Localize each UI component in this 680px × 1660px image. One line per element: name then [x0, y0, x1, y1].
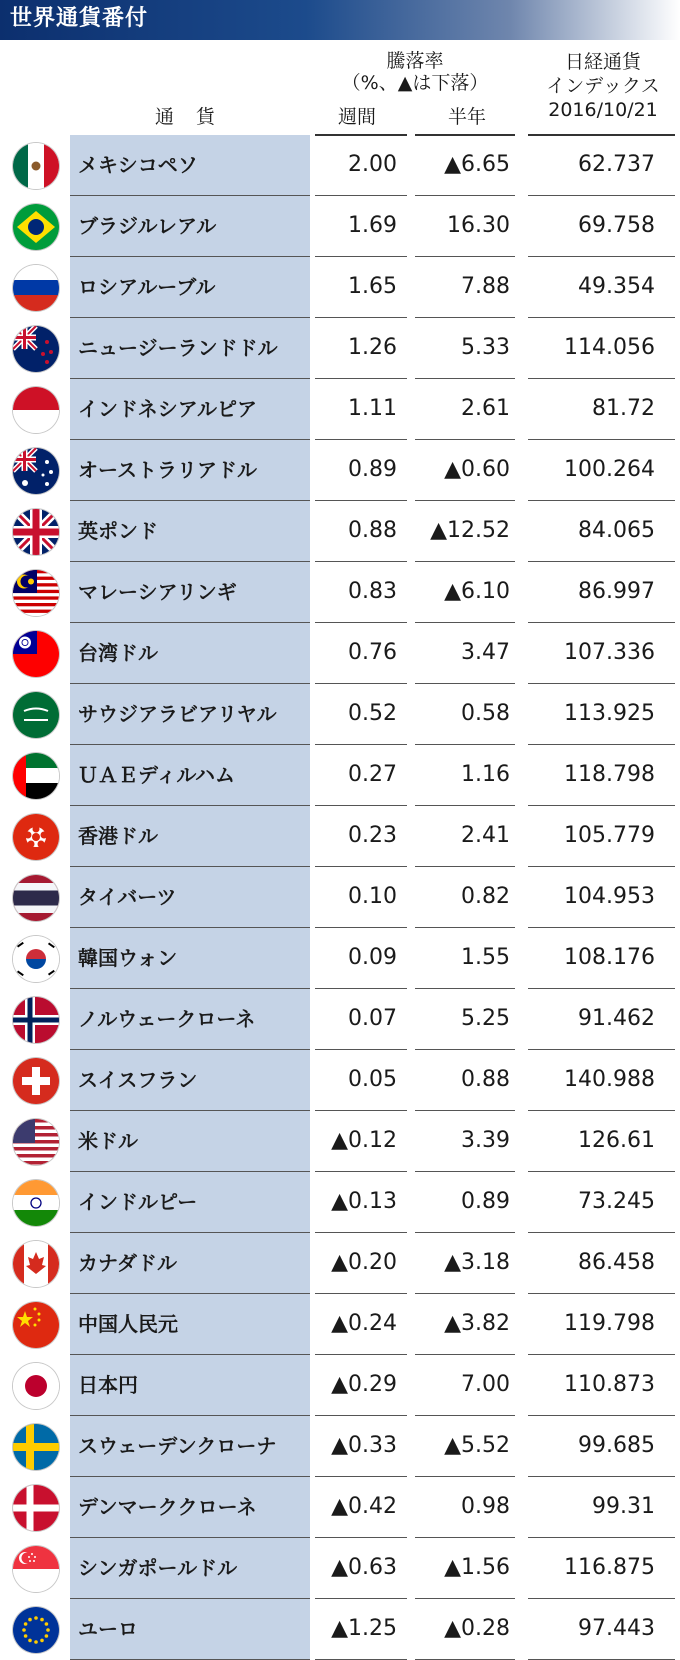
weekly-change: ▲0.20	[331, 1250, 397, 1275]
weekly-change: ▲0.33	[331, 1433, 397, 1458]
currency-name: 韓国ウォン	[70, 928, 310, 988]
weekly-change: 0.10	[348, 884, 397, 909]
half-year-change: ▲0.28	[444, 1616, 510, 1641]
half-year-change: ▲0.60	[444, 457, 510, 482]
half-year-change: ▲1.56	[444, 1555, 510, 1580]
currency-name: カナダドル	[70, 1233, 310, 1293]
half-year-change: 3.47	[461, 640, 510, 665]
currency-name: スイスフラン	[70, 1050, 310, 1110]
table-row	[0, 1355, 680, 1416]
currency-name: タイバーツ	[70, 867, 310, 927]
header-index-line2: インデックス	[546, 75, 660, 97]
brazil-flag-icon	[13, 204, 59, 250]
currency-index: 99.685	[578, 1433, 655, 1458]
sweden-flag-icon	[13, 1424, 59, 1470]
weekly-change: 0.89	[348, 457, 397, 482]
currency-name: シンガポールドル	[70, 1538, 310, 1598]
currency-index: 81.72	[592, 396, 655, 421]
mexico-flag-icon	[13, 143, 59, 189]
hong-kong-flag-icon	[13, 814, 59, 860]
currency-index: 116.875	[564, 1555, 655, 1580]
weekly-change: ▲0.29	[331, 1372, 397, 1397]
half-year-change: ▲6.10	[444, 579, 510, 604]
half-year-change: 0.82	[461, 884, 510, 909]
uk-flag-icon	[13, 509, 59, 555]
half-year-change: 5.25	[461, 1006, 510, 1031]
australia-flag-icon	[13, 448, 59, 494]
weekly-change: 1.69	[348, 213, 397, 238]
currency-name: メキシコペソ	[70, 135, 310, 195]
currency-name: ＵＡＥディルハム	[70, 745, 310, 805]
header-index	[528, 50, 678, 122]
russia-flag-icon	[13, 265, 59, 311]
currency-name: ニュージーランドドル	[70, 318, 310, 378]
half-year-change: 0.88	[461, 1067, 510, 1092]
table-row	[0, 257, 680, 318]
table-row	[0, 623, 680, 684]
half-year-change: 5.33	[461, 335, 510, 360]
weekly-change: 0.83	[348, 579, 397, 604]
currency-index: 105.779	[564, 823, 655, 848]
new-zealand-flag-icon	[13, 326, 59, 372]
currency-table	[0, 135, 680, 1660]
usa-flag-icon	[13, 1119, 59, 1165]
table-header	[0, 40, 680, 135]
header-half-year: 半年	[448, 106, 487, 128]
japan-flag-icon	[13, 1363, 59, 1409]
currency-name: オーストラリアドル	[70, 440, 310, 500]
half-year-change: 16.30	[447, 213, 510, 238]
table-row	[0, 867, 680, 928]
currency-name: デンマーククローネ	[70, 1477, 310, 1537]
half-year-change: ▲3.18	[444, 1250, 510, 1275]
uae-flag-icon	[13, 753, 59, 799]
weekly-change: ▲0.42	[331, 1494, 397, 1519]
header-index-line3: 2016/10/21	[548, 99, 658, 121]
weekly-change: 0.23	[348, 823, 397, 848]
weekly-change: 2.00	[348, 152, 397, 177]
currency-name: ブラジルレアル	[70, 196, 310, 256]
currency-name: インドネシアルピア	[70, 379, 310, 439]
header-weekly: 週間	[338, 106, 377, 128]
weekly-change: 1.26	[348, 335, 397, 360]
table-row	[0, 379, 680, 440]
currency-index: 118.798	[564, 762, 655, 787]
currency-index: 86.997	[578, 579, 655, 604]
half-year-change: 2.61	[461, 396, 510, 421]
table-row	[0, 989, 680, 1050]
half-year-change: 2.41	[461, 823, 510, 848]
currency-index: 62.737	[578, 152, 655, 177]
currency-index: 49.354	[578, 274, 655, 299]
header-rate-note: （%、▲は下落）	[341, 72, 489, 94]
half-year-change: 1.55	[461, 945, 510, 970]
weekly-change: ▲1.25	[331, 1616, 397, 1641]
currency-index: 119.798	[564, 1311, 655, 1336]
currency-name: 香港ドル	[70, 806, 310, 866]
table-row	[0, 1599, 680, 1660]
currency-index: 114.056	[564, 335, 655, 360]
table-row	[0, 806, 680, 867]
denmark-flag-icon	[13, 1485, 59, 1531]
header-rate-title: 騰落率	[386, 50, 444, 72]
weekly-change: 0.52	[348, 701, 397, 726]
half-year-change: 7.88	[461, 274, 510, 299]
weekly-change: 1.11	[348, 396, 397, 421]
taiwan-flag-icon	[13, 631, 59, 677]
eu-flag-icon	[13, 1607, 59, 1653]
currency-name: 日本円	[70, 1355, 310, 1415]
title-bar	[0, 0, 680, 40]
currency-index: 84.065	[578, 518, 655, 543]
table-row	[0, 318, 680, 379]
table-row	[0, 562, 680, 623]
weekly-change: 0.09	[348, 945, 397, 970]
table-row	[0, 196, 680, 257]
currency-index: 104.953	[564, 884, 655, 909]
table-row	[0, 1538, 680, 1599]
weekly-change: 0.05	[348, 1067, 397, 1092]
south-korea-flag-icon	[13, 936, 59, 982]
currency-index: 86.458	[578, 1250, 655, 1275]
currency-index: 97.443	[578, 1616, 655, 1641]
currency-index: 126.61	[578, 1128, 655, 1153]
table-row	[0, 745, 680, 806]
currency-name: 英ポンド	[70, 501, 310, 561]
table-row	[0, 1416, 680, 1477]
singapore-flag-icon	[13, 1546, 59, 1592]
weekly-change: ▲0.24	[331, 1311, 397, 1336]
weekly-change: ▲0.12	[331, 1128, 397, 1153]
half-year-change: ▲12.52	[430, 518, 510, 543]
norway-flag-icon	[13, 997, 59, 1043]
table-row	[0, 928, 680, 989]
currency-index: 91.462	[578, 1006, 655, 1031]
weekly-change: 1.65	[348, 274, 397, 299]
half-year-change: 0.58	[461, 701, 510, 726]
thailand-flag-icon	[13, 875, 59, 921]
table-row	[0, 684, 680, 745]
currency-name: インドルピー	[70, 1172, 310, 1232]
currency-name: 中国人民元	[70, 1294, 310, 1354]
half-year-change: 7.00	[461, 1372, 510, 1397]
currency-name: マレーシアリンギ	[70, 562, 310, 622]
weekly-change: ▲0.13	[331, 1189, 397, 1214]
table-row	[0, 440, 680, 501]
currency-index: 108.176	[564, 945, 655, 970]
half-year-change: ▲6.65	[444, 152, 510, 177]
table-row	[0, 1477, 680, 1538]
table-row	[0, 1233, 680, 1294]
currency-name: ノルウェークローネ	[70, 989, 310, 1049]
currency-index: 99.31	[592, 1494, 655, 1519]
table-row	[0, 1111, 680, 1172]
currency-index: 110.873	[564, 1372, 655, 1397]
currency-name: 台湾ドル	[70, 623, 310, 683]
table-row	[0, 135, 680, 196]
weekly-change: 0.88	[348, 518, 397, 543]
weekly-change: 0.76	[348, 640, 397, 665]
table-row	[0, 501, 680, 562]
weekly-change: 0.27	[348, 762, 397, 787]
saudi-arabia-flag-icon	[13, 692, 59, 738]
half-year-change: 1.16	[461, 762, 510, 787]
currency-index: 73.245	[578, 1189, 655, 1214]
india-flag-icon	[13, 1180, 59, 1226]
table-row	[0, 1294, 680, 1355]
table-row	[0, 1050, 680, 1111]
half-year-change: 3.39	[461, 1128, 510, 1153]
currency-index: 113.925	[564, 701, 655, 726]
canada-flag-icon	[13, 1241, 59, 1287]
currency-index: 100.264	[564, 457, 655, 482]
currency-index: 140.988	[564, 1067, 655, 1092]
half-year-change: ▲3.82	[444, 1311, 510, 1336]
currency-name: スウェーデンクローナ	[70, 1416, 310, 1476]
currency-name: サウジアラビアリヤル	[70, 684, 310, 744]
weekly-change: ▲0.63	[331, 1555, 397, 1580]
currency-name: ユーロ	[70, 1599, 310, 1659]
header-index-line1: 日経通貨	[564, 51, 641, 73]
half-year-change: 0.98	[461, 1494, 510, 1519]
half-year-change: ▲5.52	[444, 1433, 510, 1458]
currency-index: 107.336	[564, 640, 655, 665]
weekly-change: 0.07	[348, 1006, 397, 1031]
malaysia-flag-icon	[13, 570, 59, 616]
switzerland-flag-icon	[13, 1058, 59, 1104]
header-currency: 通貨	[155, 106, 238, 128]
half-year-change: 0.89	[461, 1189, 510, 1214]
indonesia-flag-icon	[13, 387, 59, 433]
china-flag-icon	[13, 1302, 59, 1348]
currency-name: ロシアルーブル	[70, 257, 310, 317]
page-title: 世界通貨番付	[10, 6, 149, 31]
currency-index: 69.758	[578, 213, 655, 238]
currency-name: 米ドル	[70, 1111, 310, 1171]
table-row	[0, 1172, 680, 1233]
